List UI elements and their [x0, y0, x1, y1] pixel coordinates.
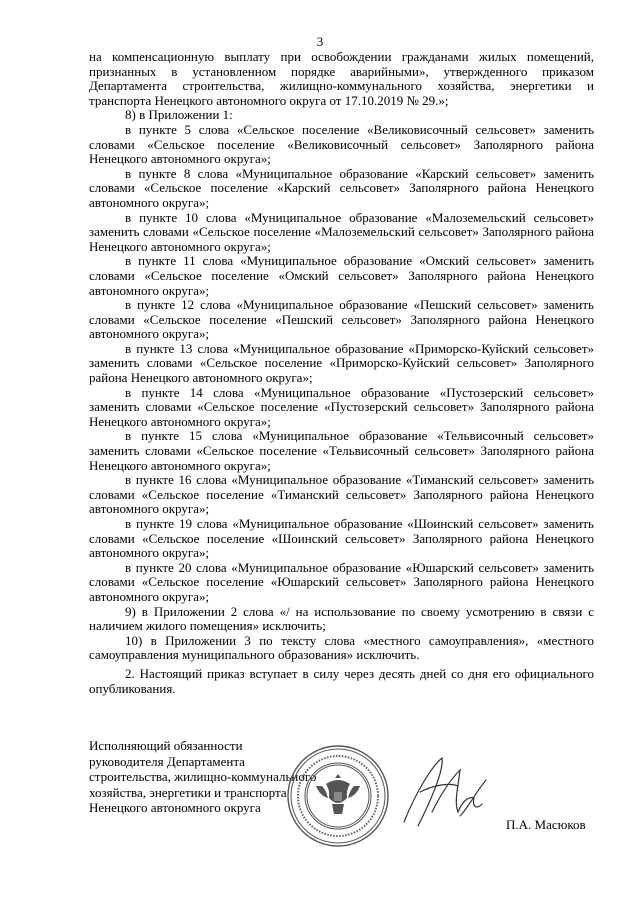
paragraph-point-5: в пункте 5 слова «Сельское поселение «Великовисочный сельсовет» заменить словами «Сельское поселение «Великовисочный сельсовет» Заполярного района Ненецкого автономного округа»; — [89, 121, 594, 167]
signatory-position — [89, 738, 316, 816]
paragraph-point-19: в пункте 19 слова «Муниципальное образование «Шоинский сельсовет» заменить словами «Сельское поселение «Шоинский сельсовет» Заполярного района Ненецкого автономного округа»; — [89, 516, 594, 561]
paragraph-item-8: 8) в Приложении 1: — [125, 107, 233, 123]
paragraph-point-16: в пункте 16 слова «Муниципальное образование «Тиманский сельсовет» заменить словами «Сельское поселение «Тиманский сельсовет» Заполярного района Ненецкого автономного округа»; — [89, 472, 594, 517]
position-line: Ненецкого автономного округа — [89, 800, 261, 816]
paragraph-point-11: в пункте 11 слова «Муниципальное образование «Омский сельсовет» заменить словами «Сельское поселение «Омский сельсовет» Заполярного района Ненецкого автономного округа»; — [89, 253, 594, 298]
paragraph-point-15: в пункте 15 слова «Муниципальное образование «Тельвисочный сельсовет» заменить словами «Сельское поселение «Тельвисочный сельсовет» Заполярного района Ненецкого автономного округа»; — [89, 428, 594, 473]
paragraph-point-13: в пункте 13 слова «Муниципальное образование «Приморско-Куйский сельсовет» заменить словами «Сельское поселение «Приморско-Куйский сельсовет» Заполярного района Ненецкого автономного округа»; — [89, 340, 594, 386]
page-number: 3 — [316, 34, 324, 49]
paragraph-point-20: в пункте 20 слова «Муниципальное образование «Юшарский сельсовет» заменить словами «Сельское поселение «Юшарский сельсовет» Заполярного района Ненецкого автономного округа»; — [89, 559, 594, 604]
signer-name: П.А. Масюков — [506, 817, 586, 832]
position-line: Исполняющий обязанности — [89, 738, 243, 753]
paragraph-item-9: 9) в Приложении 2 слова «/ на использование по своему усмотрению в связи с наличием жилого помещения» исключить; — [89, 603, 594, 634]
position-line: строительства, жилищно-коммунального — [89, 769, 317, 785]
position-line: руководителя Департамента — [89, 753, 245, 769]
handwritten-signature-icon — [398, 752, 494, 836]
document-body — [89, 50, 594, 696]
official-seal-icon — [286, 744, 390, 848]
paragraph-item-10: 10) в Приложении 3 по тексту слова «местного самоуправления», «местного самоуправления муниципального образования» исключить. — [89, 632, 594, 663]
paragraph-point-14: в пункте 14 слова «Муниципальное образование «Пустозерский сельсовет» заменить словами «Сельское поселение «Пустозерский сельсовет» Заполярного района Ненецкого автономного округа»; — [89, 384, 594, 429]
position-line: хозяйства, энергетики и транспорта — [89, 784, 287, 800]
paragraph-point-12: в пункте 12 слова «Муниципальное образование «Пешский сельсовет» заменить словами «Сельское поселение «Пешский сельсовет» Заполярного района Ненецкого автономного округа»; — [89, 297, 594, 342]
paragraph-point-10: в пункте 10 слова «Муниципальное образование «Малоземельский сельсовет» заменить словами «Сельское поселение «Малоземельский сельсовет» Заполярного района Ненецкого автономного округа»; — [89, 209, 594, 254]
paragraph-continuation: на компенсационную выплату при освобождении гражданами жилых помещений, признанных в установленном порядке аварийными», утвержденного приказом Департамента строительства, жилищно-коммунального хозяйства, энергетики и транспорта Ненецкого автономного округа от 17.10.2019 № 29.»; — [89, 49, 594, 108]
paragraph-point-8: в пункте 8 слова «Муниципальное образование «Карский сельсовет» заменить словами «Сельское поселение «Карский сельсовет» Заполярного района Ненецкого автономного округа»; — [89, 165, 594, 210]
paragraph-effective-date: 2. Настоящий приказ вступает в силу через десять дней со дня его официального опубликования. — [89, 665, 594, 696]
